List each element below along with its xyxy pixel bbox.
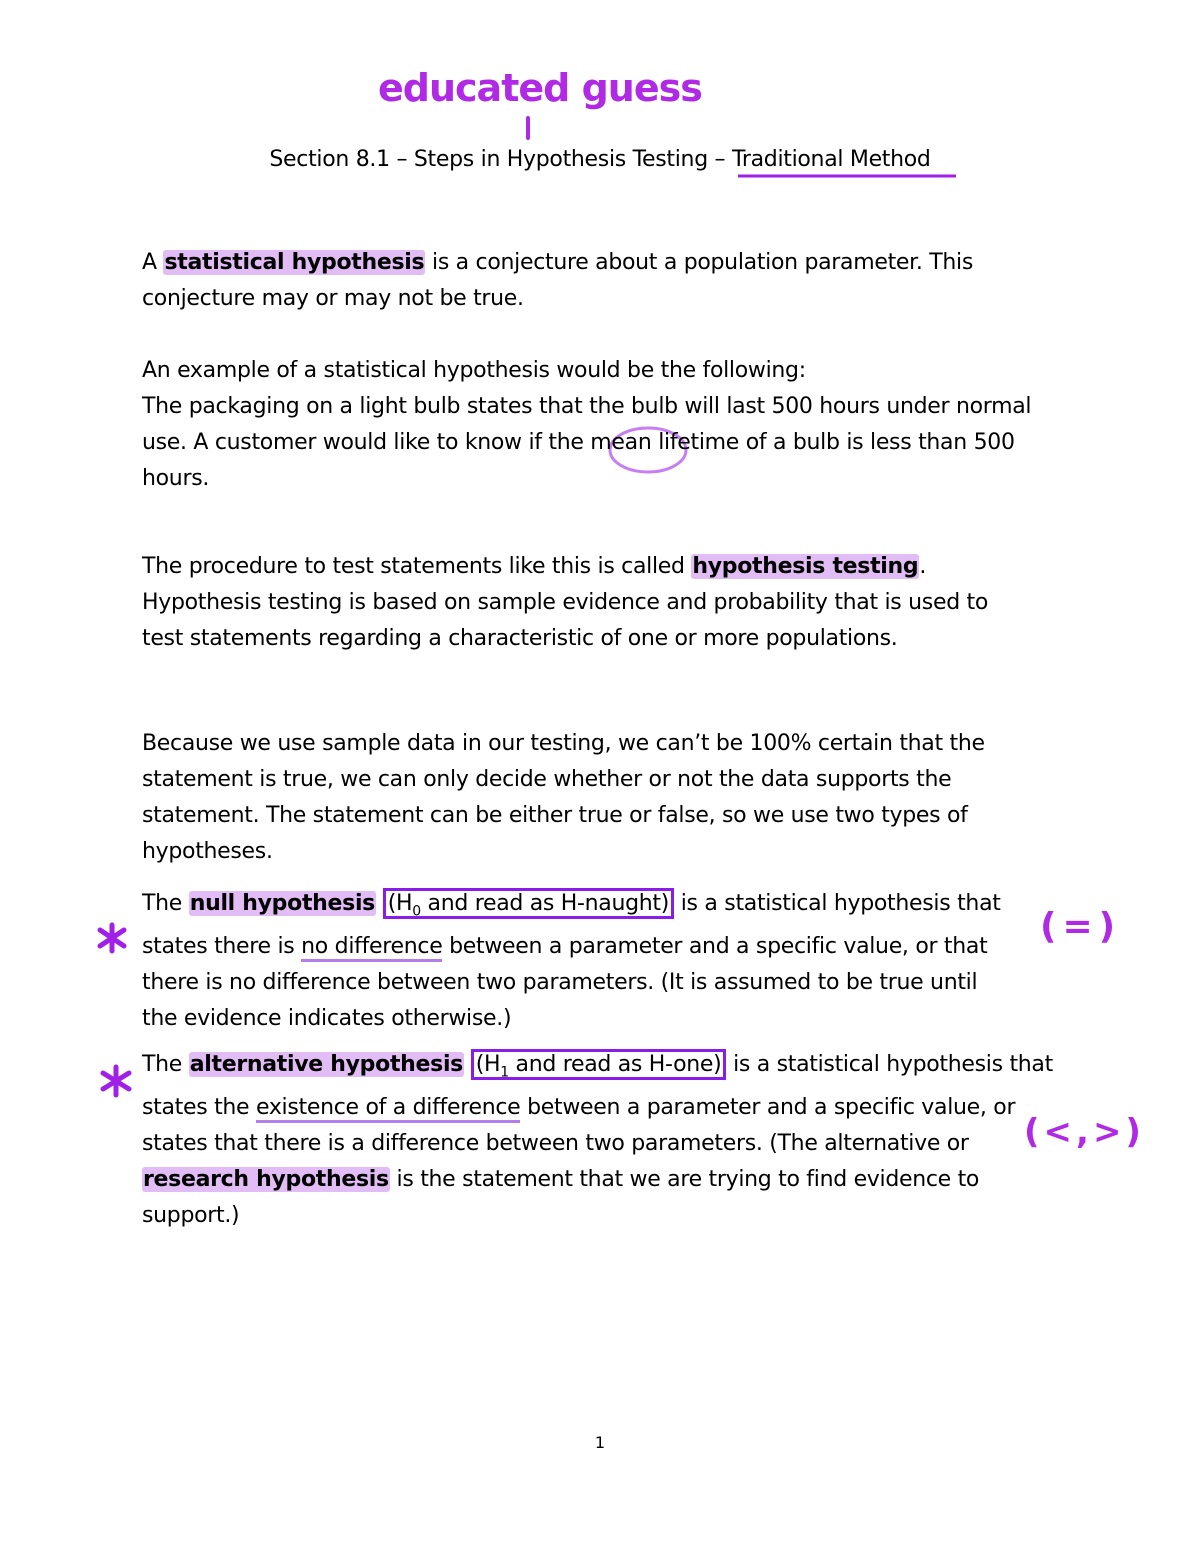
text-fragment: is a statistical hypothesis that xyxy=(674,891,1001,916)
educated-guess-note: educated guess xyxy=(378,66,702,110)
text-line: statement is true, we can only decide whether or not the data supports the xyxy=(142,767,952,792)
text-fragment: lifetime of a bulb is less than 500 xyxy=(651,430,1015,455)
text-fragment: and read as H-naught) xyxy=(420,891,670,916)
text-line: hours. xyxy=(142,466,210,491)
text-fragment: and read as H-one) xyxy=(508,1052,722,1077)
text-line xyxy=(142,245,1072,281)
text-line: support.) xyxy=(142,1203,240,1229)
term-alternative-hypothesis: alternative hypothesis xyxy=(189,1052,463,1077)
text-line xyxy=(142,886,1072,929)
text-line: Hypothesis testing is based on sample evidence and probability that is used to xyxy=(142,590,989,615)
text-fragment: A xyxy=(142,250,164,275)
null-equal-symbol: (=) xyxy=(1040,906,1122,947)
alt-notation-box xyxy=(471,1049,727,1080)
circled-word-mean: mean xyxy=(590,430,652,455)
text-fragment: is the statement that we are trying to find evidence to xyxy=(389,1167,980,1193)
subscript: 1 xyxy=(500,1064,509,1081)
text-line: Because we use sample data in our testing, we can’t be 100% certain that the xyxy=(142,731,985,756)
text-line xyxy=(142,1090,1072,1126)
title-method: Traditional Method xyxy=(731,147,931,172)
definition-paragraph xyxy=(142,245,1072,317)
text-line xyxy=(142,1047,1072,1090)
term-hypothesis-testing: hypothesis testing xyxy=(692,554,919,579)
text-line: hypotheses. xyxy=(142,839,273,864)
term-null-hypothesis: null hypothesis xyxy=(189,891,375,916)
text-line xyxy=(142,425,1072,461)
text-fragment: between a parameter and a specific value, or that xyxy=(442,934,988,960)
title-prefix: Section 8.1 – Steps in Hypothesis Testing – xyxy=(269,147,732,172)
text-line: the evidence indicates otherwise.) xyxy=(142,1006,512,1032)
subscript: 0 xyxy=(412,903,421,920)
term-research-hypothesis: research hypothesis xyxy=(143,1167,389,1193)
text-fragment: The xyxy=(142,891,189,916)
text-fragment: . xyxy=(919,554,927,579)
text-line: The packaging on a light bulb states that the bulb will last 500 hours under normal xyxy=(142,394,1032,419)
text-line xyxy=(142,549,1072,585)
alt-asterisk-icon xyxy=(103,1067,129,1095)
text-fragment: between a parameter and a specific value, or xyxy=(520,1095,1016,1121)
alternative-hypothesis-paragraph xyxy=(142,1047,1072,1234)
procedure-paragraph xyxy=(142,549,1072,657)
text-fragment: use. A customer would like to know if the xyxy=(142,430,591,455)
text-line: there is no difference between two parameters. (It is assumed to be true until xyxy=(142,970,978,996)
text-fragment: states there is xyxy=(142,934,302,960)
text-line: An example of a statistical hypothesis would be the following: xyxy=(142,358,806,383)
text-line: states that there is a difference between two parameters. (The alternative or xyxy=(142,1131,969,1157)
underlined-no-difference: no difference xyxy=(301,934,442,962)
text-line xyxy=(142,1162,1072,1198)
text-fragment: (H xyxy=(475,1052,501,1077)
null-notation-box xyxy=(383,888,674,919)
text-fragment: The xyxy=(142,1052,189,1077)
text-line xyxy=(142,929,1072,965)
underlined-existence-of-difference: existence of a difference xyxy=(256,1095,520,1123)
sample-data-paragraph xyxy=(142,726,1072,870)
text-fragment: is a statistical hypothesis that xyxy=(726,1052,1053,1077)
text-fragment: The procedure to test statements like this is called xyxy=(142,554,692,579)
null-hypothesis-paragraph xyxy=(142,886,1072,1037)
example-paragraph xyxy=(142,353,1072,497)
text-fragment: (H xyxy=(387,891,413,916)
page-number: 1 xyxy=(594,1433,606,1452)
term-statistical-hypothesis: statistical hypothesis xyxy=(164,250,425,275)
text-line: conjecture may or may not be true. xyxy=(142,286,524,311)
text-line: statement. The statement can be either true or false, so we use two types of xyxy=(142,803,968,828)
text-fragment: states the xyxy=(142,1095,256,1121)
page-title xyxy=(0,142,1200,178)
text-line: test statements regarding a characteristic of one or more populations. xyxy=(142,626,898,651)
text-fragment: is a conjecture about a population parameter. This xyxy=(425,250,974,275)
alt-inequality-symbol: (<,>) xyxy=(1024,1112,1145,1152)
null-asterisk-icon xyxy=(100,925,124,951)
